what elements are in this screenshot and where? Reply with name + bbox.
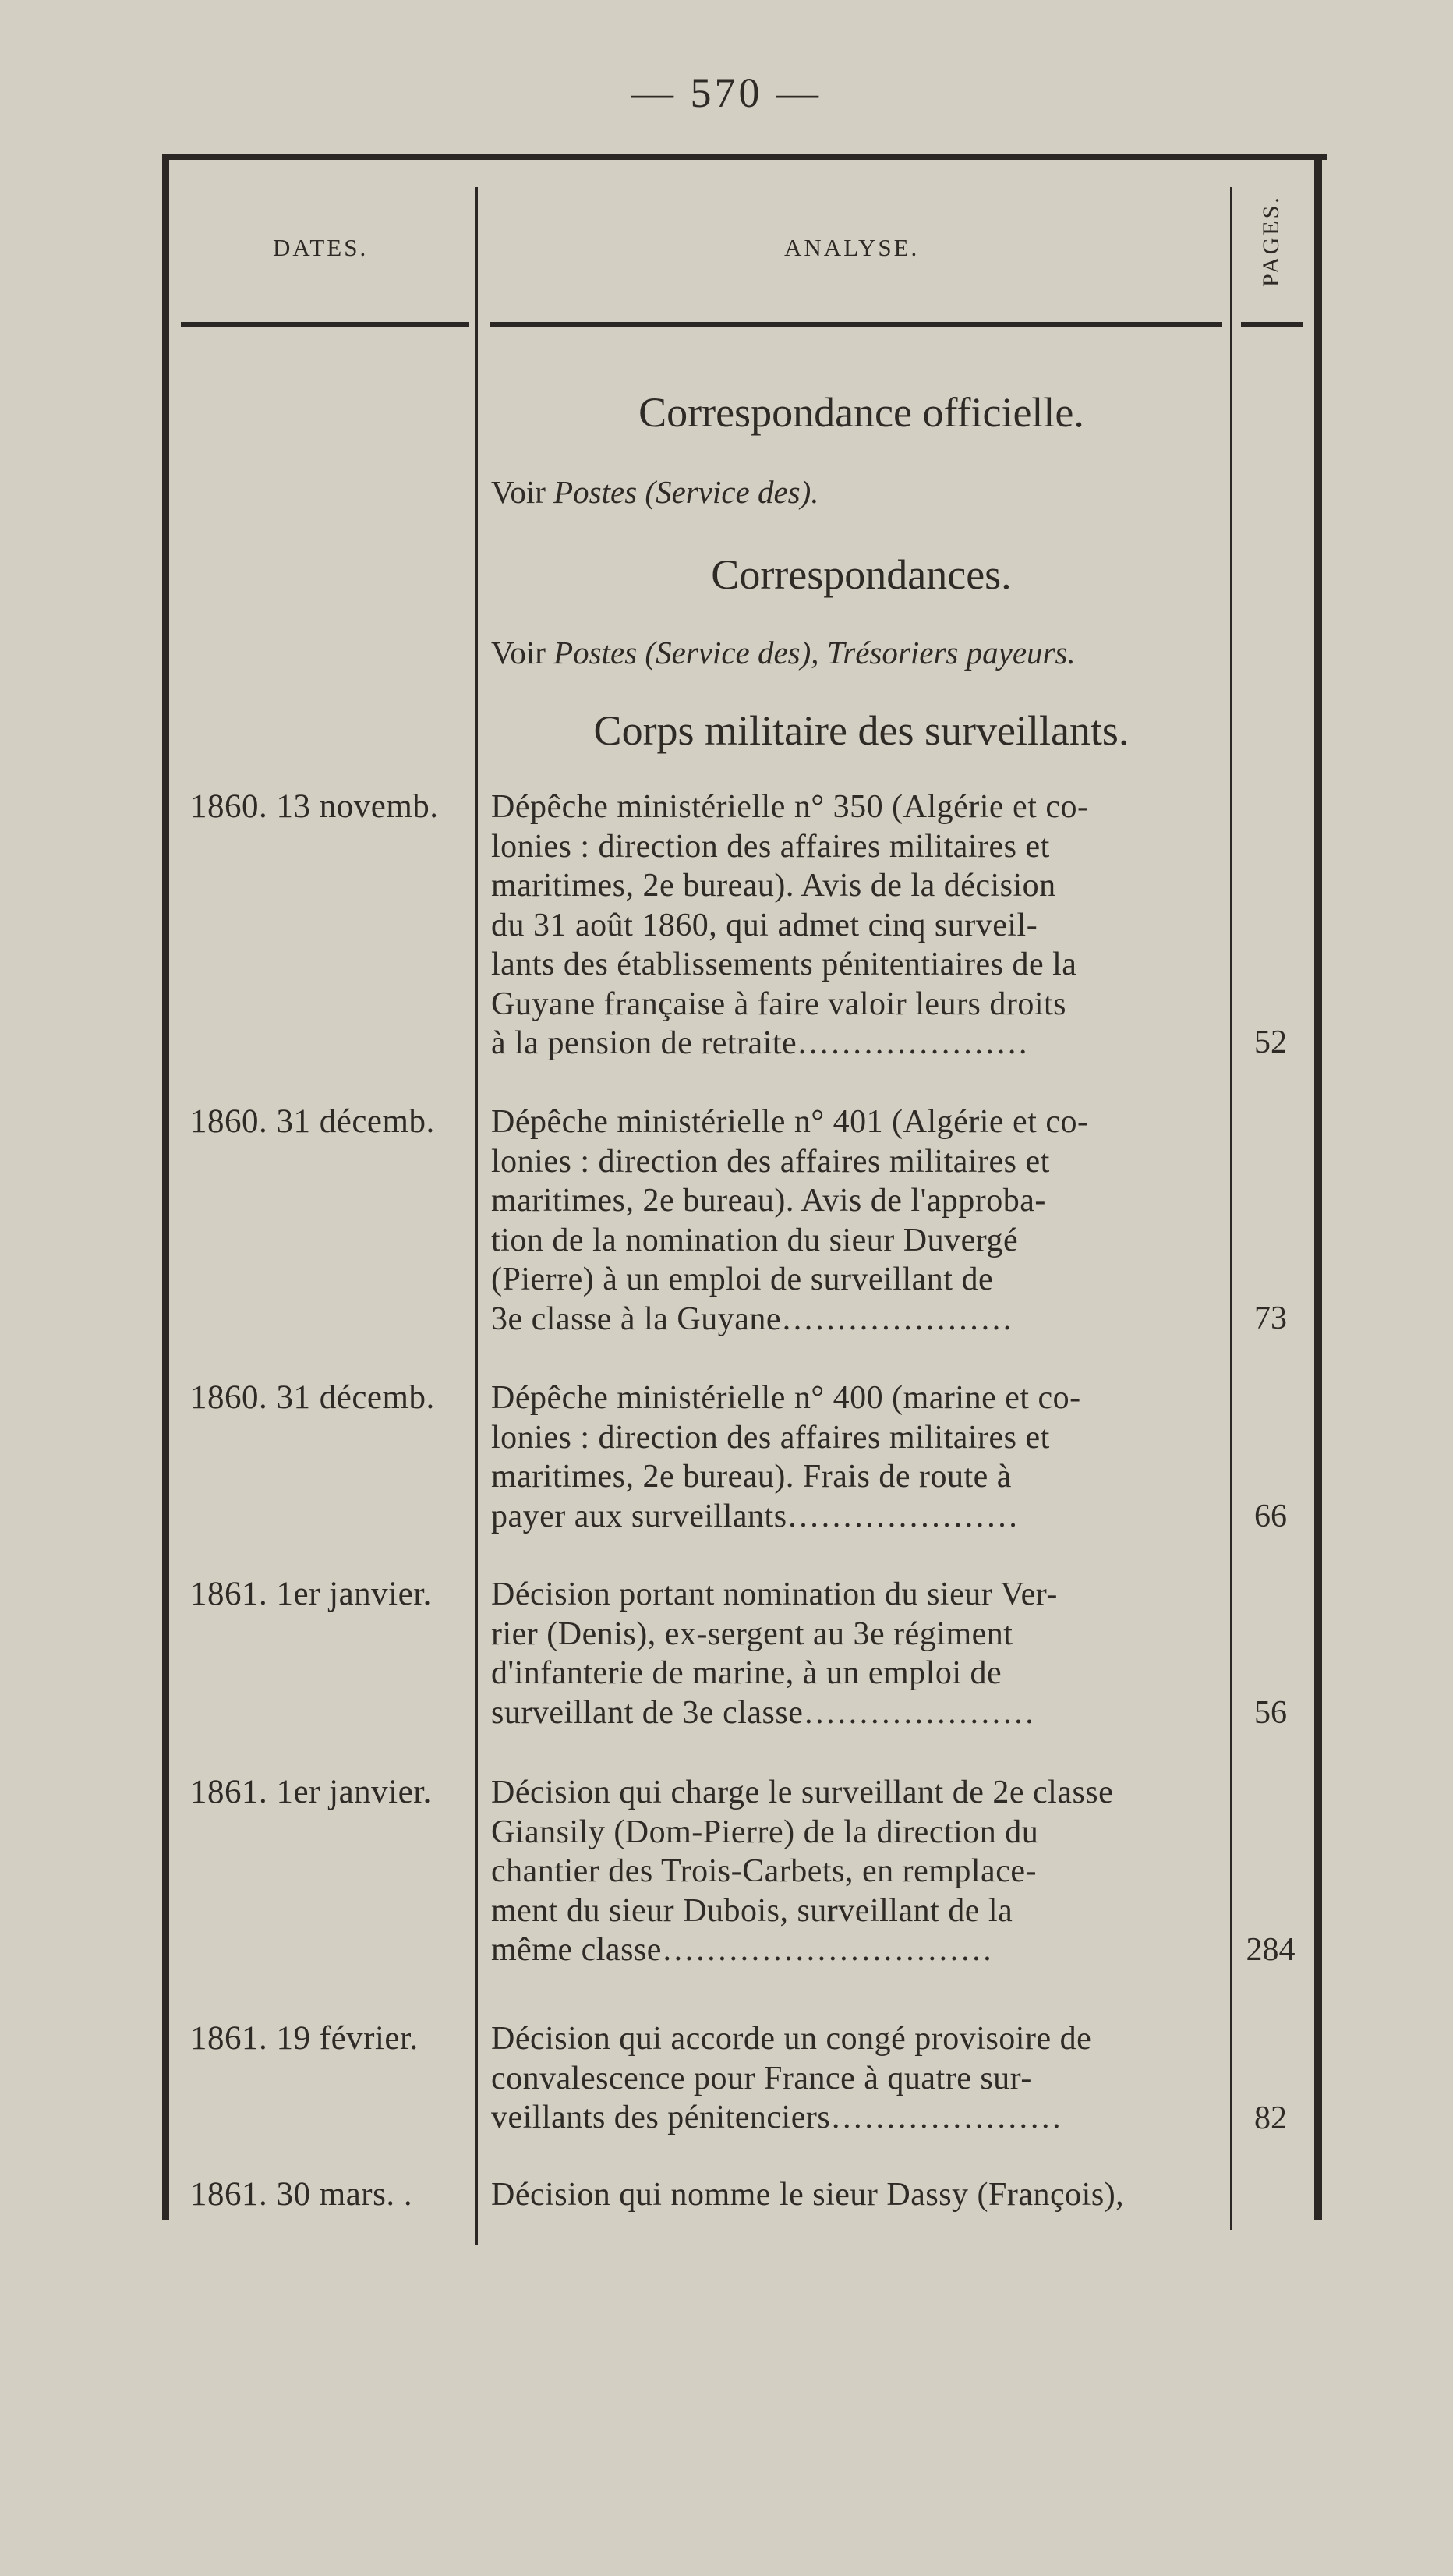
entry-line: maritimes, 2e bureau). Avis de l'approba-	[491, 1183, 1046, 1219]
entry-date: 1861. 1er janvier.	[190, 1576, 432, 1612]
entry-line: Décision qui nomme le sieur Dassy (François),	[491, 2177, 1125, 2213]
entry-line: lonies : direction des affaires militaires et	[491, 1143, 1050, 1180]
entry-text	[491, 1378, 1212, 1536]
entry-line: chantier des Trois-Carbets, en remplace-	[491, 1853, 1037, 1889]
entry-date: 1860. 13 novemb.	[190, 788, 439, 825]
see-also-prefix: Voir	[491, 474, 554, 510]
entry-line: Dépêche ministérielle n° 350 (Algérie et co-	[491, 789, 1089, 825]
header-analyse: ANALYSE.	[784, 234, 920, 261]
section-title: Correspondance officielle.	[638, 389, 1084, 436]
top-rule	[165, 154, 1327, 160]
section-title: Correspondances.	[711, 551, 1012, 598]
entry-date: 1861. 1er janvier.	[190, 1774, 432, 1810]
entry-line: même classe…………………………	[491, 1932, 993, 1968]
entry-text	[491, 2175, 1212, 2215]
entry-line: lonies : direction des affaires militaires et	[491, 1419, 1050, 1456]
entry-page: 82	[1254, 2100, 1287, 2136]
entry-line: lonies : direction des affaires militaires et	[491, 828, 1050, 865]
entry-line: convalescence pour France à quatre sur-	[491, 2060, 1032, 2097]
entry-text	[491, 1773, 1212, 1970]
header-pages: PAGES.	[1258, 195, 1284, 287]
entry-line: 3e classe à la Guyane…………………	[491, 1300, 1013, 1337]
entry-page: 52	[1254, 1024, 1287, 1060]
entry-line: rier (Denis), ex-sergent au 3e régiment	[491, 1615, 1013, 1652]
see-also-refs: Postes (Service des).	[553, 474, 819, 510]
entry-line: (Pierre) à un emploi de surveillant de	[491, 1261, 994, 1297]
entry-date: 1861. 30 mars. .	[190, 2176, 413, 2213]
entry-line: maritimes, 2e bureau). Avis de la décision	[491, 868, 1056, 904]
entry-line: payer aux surveillants…………………	[491, 1498, 1020, 1534]
page-number: — 570 —	[631, 69, 822, 116]
entry-line: Décision qui accorde un congé provisoire de	[491, 2021, 1092, 2057]
dates-column-divider	[475, 187, 478, 2245]
entry-line: surveillant de 3e classe…………………	[491, 1694, 1035, 1731]
entry-line: d'infanterie de marine, à un emploi de	[491, 1655, 1002, 1691]
entry-text	[491, 2019, 1212, 2138]
entry-page: 284	[1246, 1932, 1296, 1968]
entry-line: Décision portant nomination du sieur Ver-	[491, 1576, 1058, 1612]
entry-line: du 31 août 1860, qui admet cinq surveil-	[491, 907, 1038, 943]
see-also	[491, 472, 1232, 511]
header-rule-left	[181, 322, 469, 327]
entry-date: 1860. 31 décemb.	[190, 1379, 435, 1416]
entry-text	[491, 1575, 1212, 1732]
right-border	[1314, 154, 1322, 2220]
entry-date: 1860. 31 décemb.	[190, 1103, 435, 1140]
entry-line: Guyane française à faire valoir leurs droits	[491, 985, 1067, 1022]
entry-line: maritimes, 2e bureau). Frais de route à	[491, 1459, 1012, 1495]
entry-line: Giansily (Dom-Pierre) de la direction du	[491, 1813, 1039, 1850]
entry-page: 66	[1254, 1499, 1287, 1534]
entry-line: veillants des pénitenciers…………………	[491, 2100, 1062, 2135]
see-also-refs: Postes (Service des), Trésoriers payeurs.	[553, 635, 1076, 671]
entry-line: Dépêche ministérielle n° 400 (marine et co-	[491, 1380, 1081, 1416]
entry-line: Décision qui charge le surveillant de 2e classe	[491, 1775, 1114, 1810]
header-dates: DATES.	[273, 234, 369, 261]
see-also-prefix: Voir	[491, 635, 554, 671]
entry-line: Dépêche ministérielle n° 401 (Algérie et co-	[491, 1104, 1089, 1140]
left-border	[162, 154, 169, 2220]
entry-line: lants des établissements pénitentiaires de la	[491, 947, 1077, 982]
entry-page: 73	[1254, 1300, 1287, 1336]
entry-line: tion de la nomination du sieur Duvergé	[491, 1222, 1019, 1258]
entry-date: 1861. 19 février.	[190, 2020, 419, 2057]
see-also	[491, 633, 1232, 672]
entry-line: à la pension de retraite…………………	[491, 1025, 1029, 1061]
entry-page: 56	[1254, 1695, 1287, 1731]
entry-text	[491, 1102, 1212, 1339]
section-title: Corps militaire des surveillants.	[593, 707, 1130, 754]
header-rule-middle	[490, 322, 1222, 327]
entry-line: ment du sieur Dubois, surveillant de la	[491, 1892, 1013, 1929]
header-rule-right	[1241, 322, 1303, 327]
entry-text	[491, 787, 1212, 1063]
